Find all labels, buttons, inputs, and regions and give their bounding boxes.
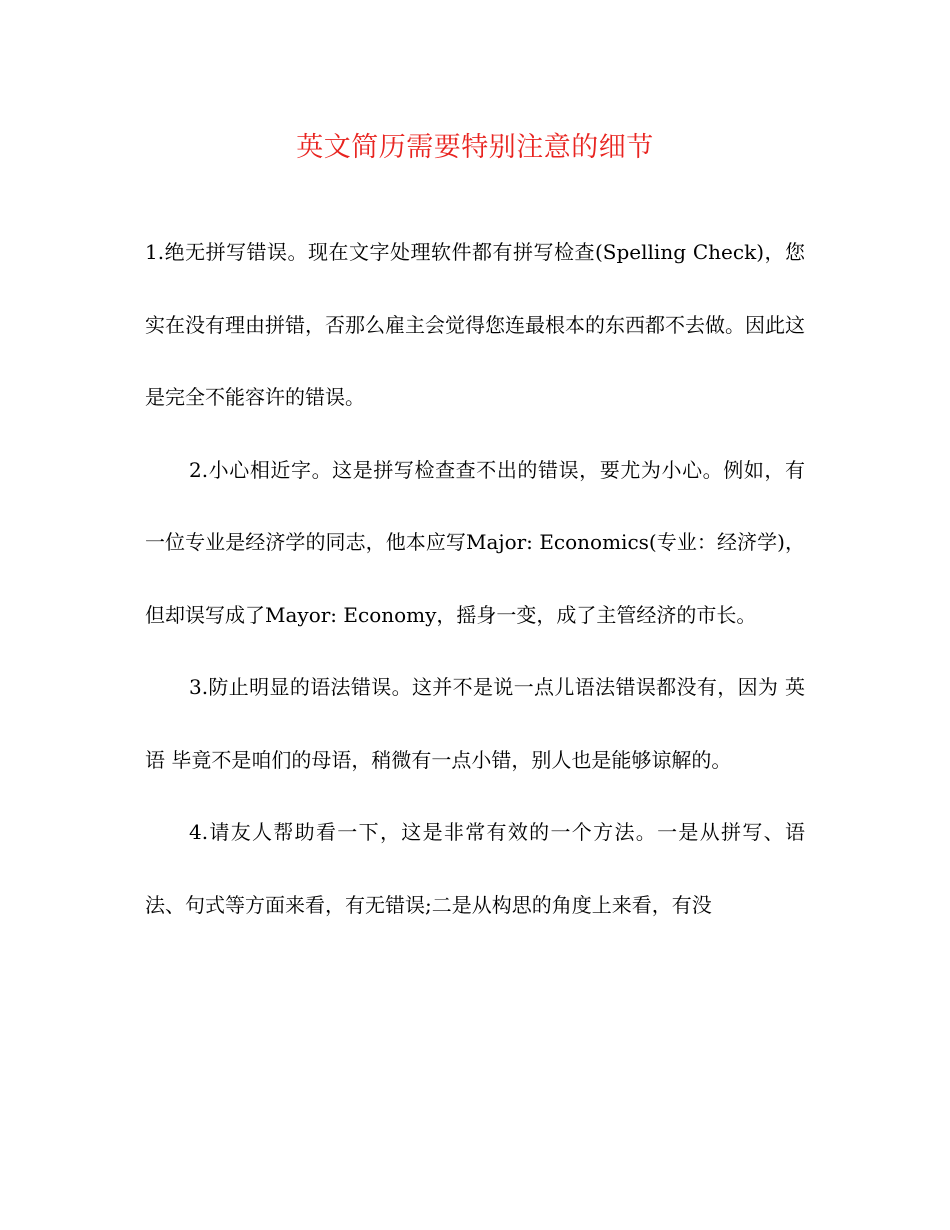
document-body bbox=[145, 216, 805, 941]
paragraph-1: 1.绝无拼写错误。现在文字处理软件都有拼写检查(Spelling Check)，您实在没有理由拼错，否那么雇主会觉得您连最根本的东西都不去做。因此这是完全不能容许的错误。 bbox=[145, 240, 805, 409]
paragraph-2: 2.小心相近字。这是拼写检查查不出的错误，要尤为小心。例如，有一位专业是经济学的同志，他本应写Major: Economics(专业：经济学)，但却误写成了Mayor: Economy，摇身一变，成了主管经济的市长。 bbox=[145, 457, 805, 627]
paragraph-4: 4.请友人帮助看一下，这是非常有效的一个方法。一是从拼写、语法、句式等方面来看，有无错误;二是从构思的角度上来看，有没 bbox=[145, 820, 805, 917]
paragraph-3: 3.防止明显的语法错误。这并不是说一点儿语法错误都没有，因为 英语 毕竟不是咱们的母语，稍微有一点小错，别人也是能够谅解的。 bbox=[145, 675, 805, 772]
document-title: 英文简历需要特别注意的细节 bbox=[296, 132, 654, 163]
